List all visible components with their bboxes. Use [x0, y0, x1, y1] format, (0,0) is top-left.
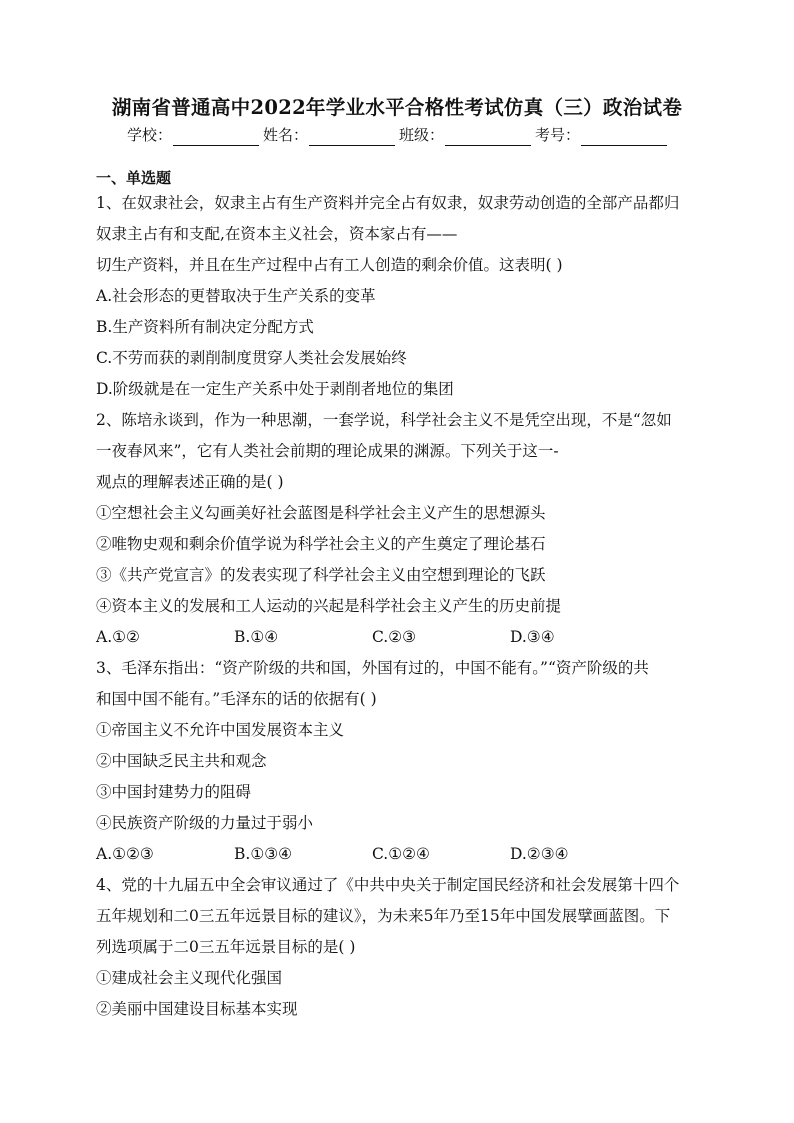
question-text-line: 2、陈培永谈到，作为一种思潮，一套学说，科学社会主义不是凭空出现，不是“忽如 [96, 411, 672, 429]
statement-item: ①建成社会主义现代化强国 [96, 969, 283, 987]
question-text-line: 3、毛泽东指出：“资产阶级的共和国，外国有过的，中国不能有。”“资产阶级的共 [96, 659, 649, 677]
option-d[interactable]: D.阶级就是在一定生产关系中处于剥削者地位的集团 [96, 380, 454, 398]
name-field[interactable]: 姓名： [263, 124, 395, 146]
option-b[interactable]: B.生产资料所有制决定分配方式 [96, 318, 314, 336]
number-blank[interactable] [581, 130, 667, 146]
question-text-line: 1、在奴隶社会，奴隶主占有生产资料并完全占有奴隶，奴隶劳动创造的全部产品都归 [96, 194, 680, 212]
school-blank[interactable] [173, 130, 259, 146]
question-text-line: 一夜春风来”，它有人类社会前期的理论成果的渊源。下列关于这一- [96, 442, 559, 460]
option-c[interactable]: C.①②④ [372, 845, 430, 863]
statement-item: ③《共产党宣言》的发表实现了科学社会主义由空想到理论的飞跃 [96, 566, 546, 584]
question-3 [96, 653, 698, 870]
option-c[interactable]: C.②③ [372, 628, 417, 646]
class-blank[interactable] [445, 130, 531, 146]
class-field[interactable]: 班级： [399, 124, 531, 146]
question-text-line: 列选项属于二0三五年远景目标的是( ) [96, 938, 356, 956]
question-1 [96, 188, 698, 405]
section-heading: 一、单选题 [96, 169, 172, 187]
option-a[interactable]: A.①②③ [96, 845, 154, 863]
statement-item: ③中国封建势力的阻碍 [96, 783, 252, 801]
question-4 [96, 870, 698, 1025]
question-text-line: 观点的理解表述正确的是( ) [96, 473, 284, 491]
statement-item: ①空想社会主义勾画美好社会蓝图是科学社会主义产生的思想源头 [96, 504, 546, 522]
statement-item: ②美丽中国建设目标基本实现 [96, 1000, 298, 1018]
option-d[interactable]: D.③④ [510, 628, 555, 646]
option-b[interactable]: B.①③④ [234, 845, 293, 863]
statement-item: ②中国缺乏民主共和观念 [96, 752, 267, 770]
name-blank[interactable] [309, 130, 395, 146]
option-b[interactable]: B.①④ [234, 628, 279, 646]
question-text-line: 和国中国不能有。”毛泽东的话的依据有( ) [96, 690, 377, 708]
school-field[interactable]: 学校： [127, 124, 259, 146]
question-text-line: 奴隶主占有和支配,在资本主义社会，资本家占有—— [96, 225, 458, 243]
option-a[interactable]: A.①② [96, 628, 140, 646]
question-text-line: 切生产资料，并且在生产过程中占有工人创造的剩余价值。这表明( ) [96, 256, 563, 274]
statement-item: ①帝国主义不允许中国发展资本主义 [96, 721, 345, 739]
question-text-line: 五年规划和二0三五年远景目标的建议》，为未来5年乃至15年中国发展擘画蓝图。下 [96, 907, 671, 925]
page-title: 湖南省普通高中2022年学业水平合格性考试仿真（三）政治试卷 [111, 96, 683, 119]
options-row [96, 622, 698, 653]
option-c[interactable]: C.不劳而获的剥削制度贯穿人类社会发展始终 [96, 349, 407, 367]
number-field[interactable]: 考号： [535, 124, 667, 146]
option-a[interactable]: A.社会形态的更替取决于生产关系的变革 [96, 287, 376, 305]
statement-item: ②唯物史观和剩余价值学说为科学社会主义的产生奠定了理论基石 [96, 535, 546, 553]
option-d[interactable]: D.②③④ [510, 845, 569, 863]
options-row [96, 839, 698, 870]
question-text-line: 4、党的十九届五中全会审议通过了《中共中央关于制定国民经济和社会发展第十四个 [96, 876, 680, 894]
student-info-row [96, 124, 698, 146]
statement-item: ④民族资产阶级的力量过于弱小 [96, 814, 314, 832]
question-2 [96, 405, 698, 653]
statement-item: ④资本主义的发展和工人运动的兴起是科学社会主义产生的历史前提 [96, 597, 562, 615]
